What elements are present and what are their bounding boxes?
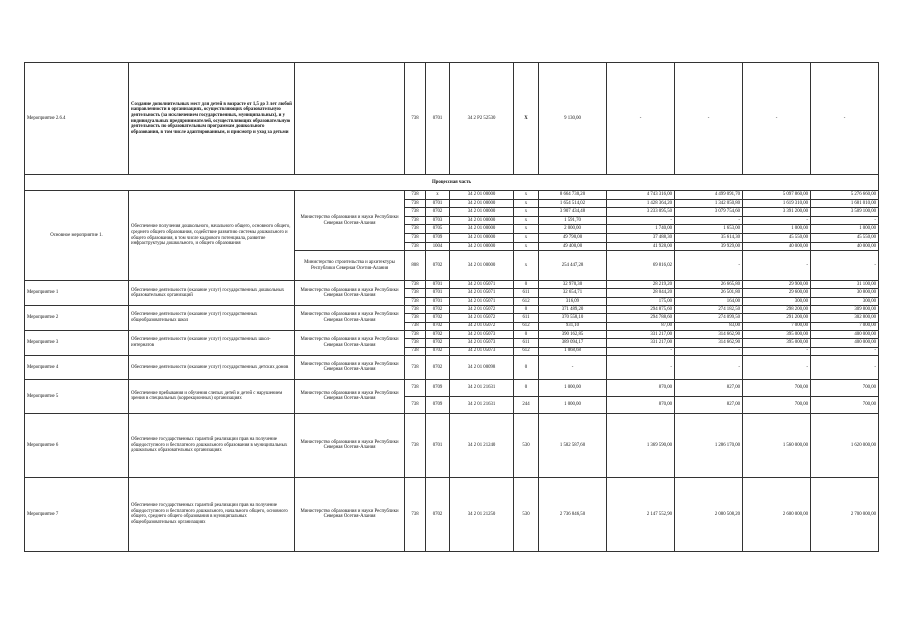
amount-year-4: 700,00 (743, 396, 811, 413)
amount-year-2: 37 488,30 (607, 233, 675, 242)
amount-year-2: 2 147 552,90 (607, 477, 675, 551)
grbs-code: 738 (405, 216, 426, 225)
amount-year-1: 32 970,30 (539, 281, 607, 289)
amount-year-2: 294 788,60 (607, 314, 675, 322)
expense-type-code: x (514, 199, 539, 208)
amount-year-1: 370 558,10 (539, 314, 607, 322)
target-article-code: 34 2 01 00000 (450, 225, 514, 234)
section-code: 0702 (426, 355, 450, 379)
measure-description: Обеспечение деятельности (оказание услуг) государственных детских домов (129, 355, 295, 379)
section-code: 0702 (426, 251, 450, 281)
measure-name: Основное мероприятие 1. (25, 191, 129, 281)
amount-year-1: 2 000,00 (539, 225, 607, 234)
table-row (25, 191, 879, 200)
amount-year-1: 931,10 (539, 322, 607, 330)
amount-year-5: 400 000,00 (811, 339, 879, 347)
expense-type-code: 0 (514, 281, 539, 289)
amount-year-2: 4 743 316,00 (607, 191, 675, 200)
amount-year-5: 302 800,00 (811, 314, 879, 322)
amount-year-1: 1 654 514,02 (539, 199, 607, 208)
table-row (25, 379, 879, 396)
target-article-code: 34 2 01 05071 (450, 297, 514, 305)
target-article-code: 34 2 01 05073 (450, 339, 514, 347)
expense-type-code: x (514, 216, 539, 225)
amount-year-5: 45 550,00 (811, 233, 879, 242)
grbs-code: 738 (405, 413, 426, 477)
section-code: 0709 (426, 233, 450, 242)
measure-name: Мероприятие 6 (25, 413, 129, 477)
amount-year-2: 1 740,00 (607, 225, 675, 234)
amount-year-1: 49 400,00 (539, 242, 607, 251)
expense-type-code: 612 (514, 322, 539, 330)
amount-year-5: 309 800,00 (811, 306, 879, 314)
executor: Министерство образования и науки Республики Северная Осетия-Алания (295, 379, 405, 413)
amount-year-2: 28 044,20 (607, 289, 675, 297)
target-article-code: 34 2 01 00000 (450, 251, 514, 281)
amount-year-5: 1 620 000,00 (811, 413, 879, 477)
amount-year-3: 4 499 091,70 (675, 191, 743, 200)
grbs-code: 738 (405, 297, 426, 305)
expense-type-code: 612 (514, 347, 539, 355)
amount-year-5: - (811, 216, 879, 225)
section-code: 0702 (426, 330, 450, 338)
expense-type-code: 0 (514, 330, 539, 338)
amount-year-5: 2 700 000,00 (811, 477, 879, 551)
amount-year-1: 1 591,70 (539, 216, 607, 225)
amount-year-3: 314 662,90 (675, 339, 743, 347)
section-code: 0709 (426, 396, 450, 413)
amount-year-1: 390 162,85 (539, 330, 607, 338)
expense-type-code: 530 (514, 477, 539, 551)
amount-year-5: 3 509 100,00 (811, 208, 879, 217)
expense-type-code: x (514, 242, 539, 251)
amount-year-1: 2 736 846,50 (539, 477, 607, 551)
executor: Министерство образования и науки Республики Северная Осетия-Алания (295, 306, 405, 331)
expense-type-code: 612 (514, 297, 539, 305)
section-code: 1004 (426, 242, 450, 251)
amount-year-2: 28 219,20 (607, 281, 675, 289)
table-row (25, 63, 879, 175)
target-article-code: 34 2 01 00000 (450, 208, 514, 217)
measure-name: Мероприятие 7 (25, 477, 129, 551)
expense-type-code: x (514, 191, 539, 200)
section-code: x (426, 191, 450, 200)
amount-year-4: 7 000,00 (743, 322, 811, 330)
amount-year-2: - (607, 216, 675, 225)
executor: Министерство образования и науки Республики Северная Осетия-Алания (295, 413, 405, 477)
amount-year-5: 700,00 (811, 379, 879, 396)
amount-year-4: 395 000,00 (743, 330, 811, 338)
section-header-row (25, 175, 879, 191)
amount-year-2: - (607, 63, 675, 175)
amount-year-3: 274 182,50 (675, 306, 743, 314)
target-article-code: 34 2 01 00000 (450, 216, 514, 225)
amount-year-2: 175,00 (607, 297, 675, 305)
amount-year-2: 87,00 (607, 322, 675, 330)
measure-description: Обеспечение получения дошкольного, начального общего, основного общего, среднего общего образования, содействие развитию системы дошкольного и общего образования, в том числе кадрового потенциала, развитие инфраструктуры дошкольного, и общего образования (129, 191, 295, 281)
executor: Министерство образования и науки Республики Северная Осетия-Алания (295, 355, 405, 379)
section-code: 0709 (426, 379, 450, 396)
measure-description: Создание дополнительных мест для детей в возрасте от 1,5 до 3 лет любой направленности в организациях, осуществляющих образовательную деятельность (за исключением государственных, муниципальных), и у индивидуальных предпринимателей, осуществляющих образовательную деятельность по образовательным программам дошкольного образования, в том числе адаптированным, и присмотр и уход за детьми (129, 63, 295, 175)
amount-year-3: 827,00 (675, 379, 743, 396)
grbs-code: 738 (405, 314, 426, 322)
amount-year-3: - (675, 216, 743, 225)
amount-year-4: 29 900,00 (743, 281, 811, 289)
target-article-code: 34 2 01 00000 (450, 199, 514, 208)
section-code: 0701 (426, 413, 450, 477)
amount-year-3: 83,00 (675, 322, 743, 330)
measure-name: Мероприятие 5 (25, 379, 129, 413)
amount-year-2: 870,00 (607, 396, 675, 413)
grbs-code: 738 (405, 281, 426, 289)
measure-name: Мероприятие 3 (25, 330, 129, 355)
amount-year-3: - (675, 355, 743, 379)
target-article-code: 34 2 01 00000 (450, 233, 514, 242)
expense-type-code: 0 (514, 355, 539, 379)
amount-year-5: 1 681 010,00 (811, 199, 879, 208)
section-code: 0702 (426, 314, 450, 322)
table-row (25, 413, 879, 477)
grbs-code: 738 (405, 225, 426, 234)
amount-year-2: 870,00 (607, 379, 675, 396)
amount-year-3: 274 099,50 (675, 314, 743, 322)
target-article-code: 34 2 01 00098 (450, 355, 514, 379)
amount-year-5: 5 276 660,00 (811, 191, 879, 200)
expense-type-code: 0 (514, 379, 539, 396)
amount-year-2: - (607, 347, 675, 355)
executor: Министерство образования и науки Республики Северная Осетия-Алания (295, 191, 405, 251)
amount-year-1: 49 790,00 (539, 233, 607, 242)
amount-year-4: 1 619 310,00 (743, 199, 811, 208)
amount-year-3: 1 342 050,80 (675, 199, 743, 208)
target-article-code: 34 2 01 05073 (450, 347, 514, 355)
amount-year-1: 8 664 730,20 (539, 191, 607, 200)
amount-year-5: 30 800,00 (811, 289, 879, 297)
measure-description: Обеспечение государственных гарантий реализации прав на получение общедоступного и бесплатного дошкольного образования в муниципальных дошкольных образовательных организациях (129, 413, 295, 477)
grbs-code: 738 (405, 289, 426, 297)
amount-year-3: 26 501,80 (675, 289, 743, 297)
amount-year-4: 395 000,00 (743, 339, 811, 347)
amount-year-3: 2 080 508,20 (675, 477, 743, 551)
grbs-code: 738 (405, 347, 426, 355)
amount-year-2: 3 233 095,50 (607, 208, 675, 217)
section-code: 0702 (426, 477, 450, 551)
table-row (25, 306, 879, 314)
amount-year-2: 1 369 590,00 (607, 413, 675, 477)
measure-name: Мероприятие 2 (25, 306, 129, 331)
table-row (25, 330, 879, 338)
target-article-code: 34 2 01 00000 (450, 191, 514, 200)
section-code: 0703 (426, 216, 450, 225)
grbs-code: 738 (405, 208, 426, 217)
expense-type-code: 611 (514, 339, 539, 347)
amount-year-1: 316,09 (539, 297, 607, 305)
amount-year-4: 700,00 (743, 379, 811, 396)
amount-year-4: 1 000,00 (743, 225, 811, 234)
section-code: 0701 (426, 289, 450, 297)
amount-year-3: 314 662,90 (675, 330, 743, 338)
target-article-code: 34 2 01 21631 (450, 379, 514, 396)
section-code: 0705 (426, 225, 450, 234)
grbs-code: 738 (405, 355, 426, 379)
budget-table-sheet (24, 62, 879, 552)
measure-description: Обеспечение деятельности (оказание услуг) государственных общеобразовательных школ (129, 306, 295, 331)
expense-type-code: 244 (514, 396, 539, 413)
section-code: 0702 (426, 347, 450, 355)
target-article-code: 34 2 01 21631 (450, 396, 514, 413)
amount-year-4: 1 560 000,00 (743, 413, 811, 477)
executor: Министерство образования и науки Республики Северная Осетия-Алания (295, 330, 405, 355)
amount-year-4: - (743, 251, 811, 281)
grbs-code: 738 (405, 191, 426, 200)
expense-type-code: 0 (514, 306, 539, 314)
measure-description: Обеспечение государственных гарантий реализации прав на получение общедоступного и бесплатного дошкольного, начального общего, основного общего, среднего общего образования в муниципальных общеобразовательных организациях (129, 477, 295, 551)
amount-year-4: 3 391 200,00 (743, 208, 811, 217)
table-row (25, 477, 879, 551)
target-article-code: 34 2 01 05071 (450, 289, 514, 297)
amount-year-5: 400 000,00 (811, 330, 879, 338)
amount-year-1: 254 447,28 (539, 251, 607, 281)
amount-year-4: 2 600 000,00 (743, 477, 811, 551)
amount-year-5: 40 000,00 (811, 242, 879, 251)
target-article-code: 34 2 01 05073 (450, 330, 514, 338)
executor: Министерство образования и науки Республики Северная Осетия-Алания (295, 477, 405, 551)
grbs-code: 738 (405, 339, 426, 347)
grbs-code: 808 (405, 251, 426, 281)
amount-year-2: 1 428 364,20 (607, 199, 675, 208)
amount-year-2: 331 217,00 (607, 339, 675, 347)
amount-year-1: 1 000,00 (539, 396, 607, 413)
section-title: Процессная часть (25, 175, 879, 191)
amount-year-4: 300,00 (743, 297, 811, 305)
expense-type-code: 530 (514, 413, 539, 477)
amount-year-2: 69 816,02 (607, 251, 675, 281)
amount-year-3: 35 614,30 (675, 233, 743, 242)
target-article-code: 34 2 01 05072 (450, 314, 514, 322)
amount-year-5: 1 000,00 (811, 225, 879, 234)
measure-name: Мероприятие 2.6.4 (25, 63, 129, 175)
target-article-code: 34 2 P2 52530 (450, 63, 514, 175)
amount-year-4: - (743, 347, 811, 355)
executor: Министерство образования и науки Республики Северная Осетия-Алания (295, 281, 405, 306)
grbs-code: 738 (405, 63, 426, 175)
amount-year-3: 827,00 (675, 396, 743, 413)
amount-year-2: - (607, 355, 675, 379)
amount-year-4: - (743, 355, 811, 379)
target-article-code: 34 2 01 05072 (450, 306, 514, 314)
amount-year-2: 331 217,00 (607, 330, 675, 338)
amount-year-3: 39 929,00 (675, 242, 743, 251)
expense-type-code: 611 (514, 314, 539, 322)
amount-year-1: - (539, 355, 607, 379)
section-code: 0702 (426, 208, 450, 217)
amount-year-1: 1 582 587,60 (539, 413, 607, 477)
table-row (25, 355, 879, 379)
grbs-code: 738 (405, 322, 426, 330)
grbs-code: 738 (405, 306, 426, 314)
amount-year-5: 31 100,00 (811, 281, 879, 289)
executor: Министерство строительства и архитектуры Республики Северная Осетия-Алания (295, 251, 405, 281)
amount-year-1: 3 907 434,48 (539, 208, 607, 217)
target-article-code: 34 2 01 21240 (450, 413, 514, 477)
expense-type-code: x (514, 251, 539, 281)
amount-year-3: - (675, 63, 743, 175)
amount-year-4: 29 600,00 (743, 289, 811, 297)
section-code: 0701 (426, 297, 450, 305)
amount-year-4: 5 097 860,00 (743, 191, 811, 200)
amount-year-1: 32 654,71 (539, 289, 607, 297)
amount-year-5: 7 000,00 (811, 322, 879, 330)
expense-type-code: x (514, 225, 539, 234)
amount-year-1: 389 094,17 (539, 339, 607, 347)
amount-year-5: 700,00 (811, 396, 879, 413)
measure-description: Обеспечение пребывания и обучения слепых детей и детей с нарушением зрения в специальных (коррекционных) организациях (129, 379, 295, 413)
section-code: 0702 (426, 322, 450, 330)
amount-year-4: 291 200,00 (743, 314, 811, 322)
target-article-code: 34 2 01 05071 (450, 281, 514, 289)
amount-year-4: 45 550,00 (743, 233, 811, 242)
amount-year-3: - (675, 347, 743, 355)
section-code: 0701 (426, 281, 450, 289)
amount-year-2: 41 928,00 (607, 242, 675, 251)
amount-year-3: 26 665,80 (675, 281, 743, 289)
executor (295, 63, 405, 175)
amount-year-3: 1 286 170,00 (675, 413, 743, 477)
amount-year-3: 164,00 (675, 297, 743, 305)
grbs-code: 738 (405, 199, 426, 208)
amount-year-3: 3 079 754,60 (675, 208, 743, 217)
amount-year-4: - (743, 63, 811, 175)
section-code: 0701 (426, 199, 450, 208)
amount-year-4: 298 200,00 (743, 306, 811, 314)
amount-year-5: - (811, 347, 879, 355)
grbs-code: 738 (405, 330, 426, 338)
target-article-code: 34 2 01 05072 (450, 322, 514, 330)
target-article-code: 34 2 01 00000 (450, 242, 514, 251)
amount-year-1: 9 130,00 (539, 63, 607, 175)
amount-year-4: - (743, 216, 811, 225)
amount-year-5: 300,00 (811, 297, 879, 305)
section-code: 0702 (426, 306, 450, 314)
grbs-code: 738 (405, 242, 426, 251)
amount-year-3: - (675, 251, 743, 281)
table-row (25, 281, 879, 289)
amount-year-3: 1 653,00 (675, 225, 743, 234)
amount-year-2: 294 875,60 (607, 306, 675, 314)
amount-year-4: 40 000,00 (743, 242, 811, 251)
grbs-code: 738 (405, 396, 426, 413)
measure-description: Обеспечение деятельности (оказание услуг) государственных школ-интернатов (129, 330, 295, 355)
amount-year-5: - (811, 355, 879, 379)
target-article-code: 34 2 01 21250 (450, 477, 514, 551)
expense-type-code: Х (514, 63, 539, 175)
expense-type-code: x (514, 233, 539, 242)
budget-table-body (25, 63, 879, 552)
measure-name: Мероприятие 4 (25, 355, 129, 379)
grbs-code: 738 (405, 379, 426, 396)
expense-type-code: 611 (514, 289, 539, 297)
grbs-code: 738 (405, 477, 426, 551)
amount-year-1: 1 000,00 (539, 379, 607, 396)
budget-table (24, 62, 879, 552)
section-code: 0701 (426, 63, 450, 175)
measure-name: Мероприятие 1 (25, 281, 129, 306)
amount-year-1: 1 068,68 (539, 347, 607, 355)
amount-year-1: 371 489,20 (539, 306, 607, 314)
section-code: 0702 (426, 339, 450, 347)
measure-description: Обеспечение деятельности (оказание услуг) государственных дошкольных образовательных организаций (129, 281, 295, 306)
grbs-code: 738 (405, 233, 426, 242)
expense-type-code: x (514, 208, 539, 217)
amount-year-5: - (811, 63, 879, 175)
amount-year-5: - (811, 251, 879, 281)
